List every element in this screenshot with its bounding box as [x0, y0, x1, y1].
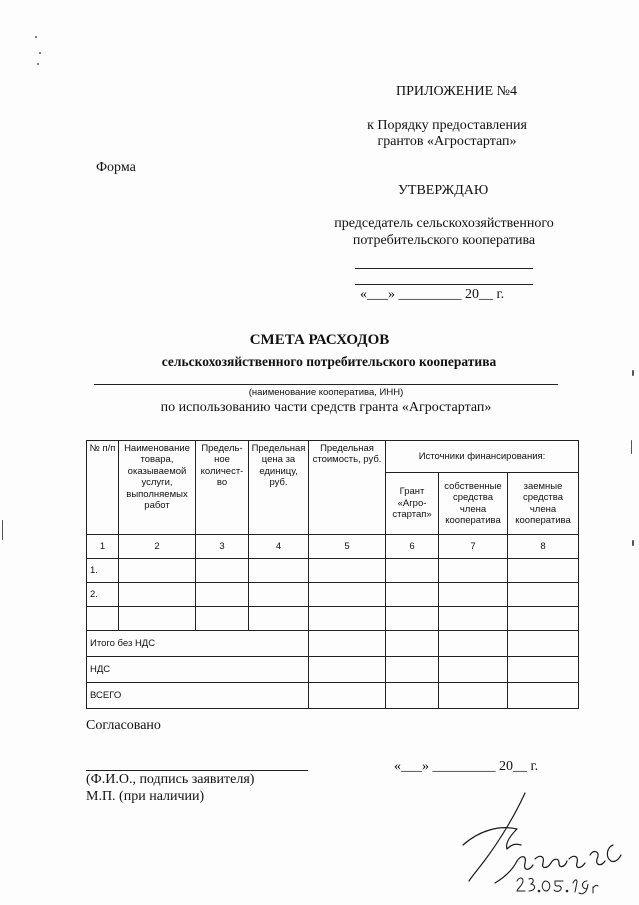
- header-own-funds: собственные средства члена кооператива: [439, 473, 508, 535]
- table-row: [87, 607, 579, 631]
- column-number: 5: [309, 535, 386, 559]
- row-number: 2.: [87, 583, 119, 607]
- table-row: [87, 559, 579, 583]
- row-number: 1.: [87, 559, 119, 583]
- scan-speck: [39, 52, 41, 54]
- document-title: СМЕТА РАСХОДОВ: [249, 332, 390, 348]
- cooperative-name-line: [94, 384, 558, 385]
- handwritten-signature: [455, 785, 635, 900]
- table-row: [87, 583, 579, 607]
- column-number: 8: [508, 535, 579, 559]
- scan-speck: [632, 370, 634, 376]
- approver-line-1: председатель сельскохозяйственного: [334, 216, 554, 231]
- header-grant: Грант «Агро-стартап»: [386, 473, 439, 535]
- column-number: 6: [386, 535, 439, 559]
- header-num: № п/п: [87, 441, 119, 535]
- header-quantity: Предель-ное количест-во: [196, 441, 249, 535]
- signature-line: [355, 284, 533, 285]
- header-name: Наименование товара, оказываемой услуги, выполняемых работ: [119, 441, 196, 535]
- form-label: Форма: [96, 160, 136, 175]
- scan-speck: [632, 540, 634, 546]
- stamp-label: М.П. (при наличии): [86, 789, 205, 804]
- scan-speck: [35, 36, 37, 38]
- appendix-title: ПРИЛОЖЕНИЕ №4: [396, 84, 517, 99]
- document-subtitle: сельскохозяйственного потребительского кооператива: [161, 354, 497, 369]
- column-number: 3: [196, 535, 249, 559]
- signature-line: [355, 268, 533, 269]
- applicant-hint: (Ф.И.О., подпись заявителя): [86, 772, 255, 787]
- total-row: [87, 683, 579, 709]
- scan-speck: [631, 440, 632, 454]
- estimate-table: [86, 440, 579, 709]
- header-cost: Предельная стоимость, руб.: [309, 441, 386, 535]
- total-no-vat-row: [87, 631, 579, 657]
- agreed-label: Согласовано: [86, 718, 161, 733]
- column-number: 7: [439, 535, 508, 559]
- scan-speck: [2, 520, 3, 540]
- row-number: [87, 607, 119, 631]
- header-borrowed-funds: заемные средства члена кооператива: [508, 473, 579, 535]
- total-no-vat-label: Итого без НДС: [87, 631, 309, 657]
- approval-date-line: «___» _________ 20__ г.: [360, 287, 505, 302]
- applicant-signature-line: [86, 770, 308, 771]
- header-unit-price: Предельная цена за единицу, руб.: [249, 441, 309, 535]
- approver-line-2: потребительского кооператива: [352, 233, 536, 248]
- total-label: ВСЕГО: [87, 683, 309, 709]
- column-number: 4: [249, 535, 309, 559]
- vat-label: НДС: [87, 657, 309, 683]
- cooperative-name-hint: (наименование кооператива, ИНН): [248, 387, 404, 398]
- header-funding-sources: Источники финансирования:: [386, 441, 579, 473]
- scan-speck: [37, 63, 39, 65]
- column-number: 1: [87, 535, 119, 559]
- reference-line-2: грантов «Агростартап»: [377, 134, 517, 149]
- column-number-row: [87, 535, 579, 559]
- agreement-date-line: «___» _________ 20__ г.: [394, 759, 539, 774]
- column-number: 2: [119, 535, 196, 559]
- vat-row: [87, 657, 579, 683]
- purpose-line: по использованию части средств гранта «Агростартап»: [160, 400, 492, 415]
- approve-label: УТВЕРЖДАЮ: [398, 183, 489, 198]
- reference-line-1: к Порядку предоставления: [367, 118, 527, 133]
